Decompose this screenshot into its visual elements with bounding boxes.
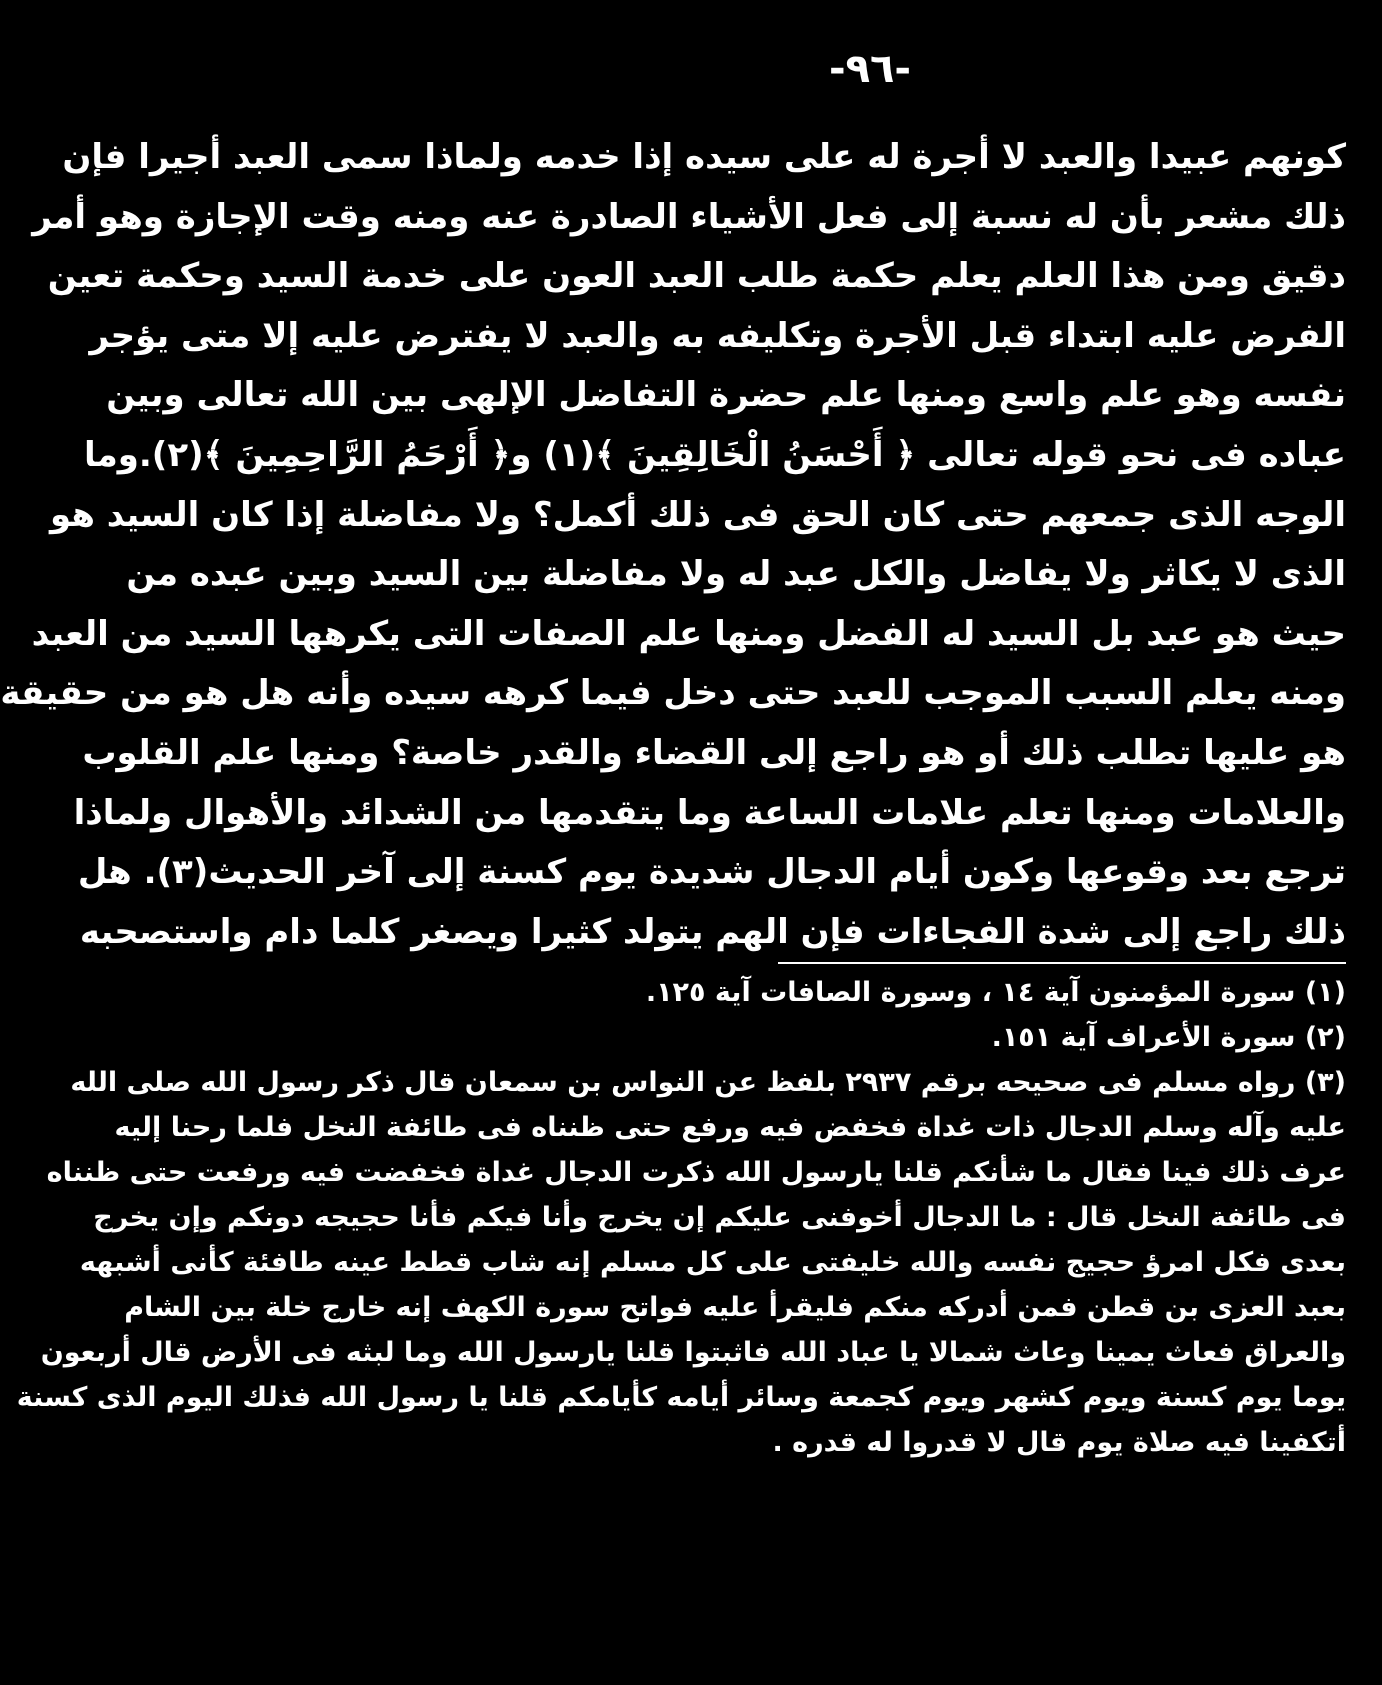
main-text xyxy=(0,128,1346,962)
text-line: والعلامات ومنها تعلم علامات الساعة وما يتقدمها من الشدائد والأهوال ولماذا xyxy=(73,792,1346,833)
text-line: هو عليها تطلب ذلك أو هو راجع إلى القضاء والقدر خاصة؟ ومنها علم القلوب xyxy=(82,732,1346,773)
footnote-1: (١) سورة المؤمنون آية ١٤ ، وسورة الصافات آية ١٢٥. xyxy=(645,977,1346,1008)
text-line: الفرض عليه ابتداء قبل الأجرة وتكليفه به والعبد لا يفترض عليه إلا متى يؤجر xyxy=(89,315,1346,356)
footnote-line: والعراق فعاث يمينا وعاث شمالا يا عباد الله فاثبتوا قلنا يارسول الله وما لبثه فى الأرض قال أربعون xyxy=(40,1337,1346,1368)
text-line: دقيق ومن هذا العلم يعلم حكمة طلب العبد العون على خدمة السيد وحكمة تعين xyxy=(47,256,1346,297)
footnote-separator xyxy=(778,962,1346,964)
footnote-2: (٢) سورة الأعراف آية ١٥١. xyxy=(991,1022,1346,1053)
footnote-line: بعبد العزى بن قطن فمن أدركه منكم فليقرأ عليه فواتح سورة الكهف إنه خارج خلة بين الشام xyxy=(124,1292,1346,1323)
text-line: ذلك مشعر بأن له نسبة إلى فعل الأشياء الصادرة عنه ومنه وقت الإجازة وهو أمر xyxy=(32,196,1346,237)
footnote-line: عليه وآله وسلم الدجال ذات غداة فخفض فيه ورفع حتى ظنناه فى طائفة النخل فلما رحنا إليه xyxy=(114,1112,1346,1143)
footnote-line: عرف ذلك فينا فقال ما شأنكم قلنا يارسول الله ذكرت الدجال غداة فخفضت فيه ورفعت حتى ظنناه xyxy=(46,1157,1346,1188)
text-line: حيث هو عبد بل السيد له الفضل ومنها علم الصفات التى يكرهها السيد من العبد xyxy=(31,613,1346,654)
footnote-line: بعدى فكل امرؤ حجيج نفسه والله خليفتى على كل مسلم إنه شاب قطط عينه طافئة كأنى أشبهه xyxy=(79,1247,1346,1278)
text-line: نفسه وهو علم واسع ومنها علم حضرة التفاضل الإلهى بين الله تعالى وبين xyxy=(106,375,1346,416)
footnotes xyxy=(16,970,1346,1465)
page-number: -٩٦- xyxy=(828,46,912,92)
text-line: كونهم عبيدا والعبد لا أجرة له على سيده إذا خدمه ولماذا سمى العبد أجيرا فإن xyxy=(62,137,1346,177)
text-line: الذى لا يكاثر ولا يفاضل والكل عبد له ولا مفاضلة بين السيد وبين عبده من xyxy=(126,554,1346,595)
text-line: ومنه يعلم السبب الموجب للعبد حتى دخل فيما كرهه سيده وأنه هل هو من حقيقة xyxy=(0,673,1346,714)
text-line: الوجه الذى جمعهم حتى كان الحق فى ذلك أكمل؟ ولا مفاضلة إذا كان السيد هو xyxy=(50,494,1346,535)
footnote-line: أتكفينا فيه صلاة يوم قال لا قدروا له قدره . xyxy=(772,1427,1346,1458)
text-line: عباده فى نحو قوله تعالى ﴿ أَحْسَنُ الْخَالِقِينَ ﴾(١) و﴿ أَرْحَمُ الرَّاحِمِينَ ﴾(٢).وما xyxy=(83,434,1346,475)
footnote-line: يوما يوم كسنة ويوم كشهر ويوم كجمعة وسائر أيامه كأيامكم قلنا يا رسول الله فذلك اليوم الذى كسنة xyxy=(16,1382,1346,1413)
text-line: ترجع بعد وقوعها وكون أيام الدجال شديدة يوم كسنة إلى آخر الحديث(٣). هل xyxy=(77,852,1346,893)
text-line: ذلك راجع إلى شدة الفجاءات فإن الهم يتولد كثيرا ويصغر كلما دام واستصحبه xyxy=(79,911,1346,952)
footnote-3: (٣) رواه مسلم فى صحيحه برقم ٢٩٣٧ بلفظ عن النواس بن سمعان قال ذكر رسول الله صلى الله xyxy=(70,1067,1346,1098)
footnote-line: فى طائفة النخل قال : ما الدجال أخوفنى عليكم إن يخرج وأنا فيكم فأنا حجيجه دونكم وإن يخرج xyxy=(93,1202,1346,1233)
